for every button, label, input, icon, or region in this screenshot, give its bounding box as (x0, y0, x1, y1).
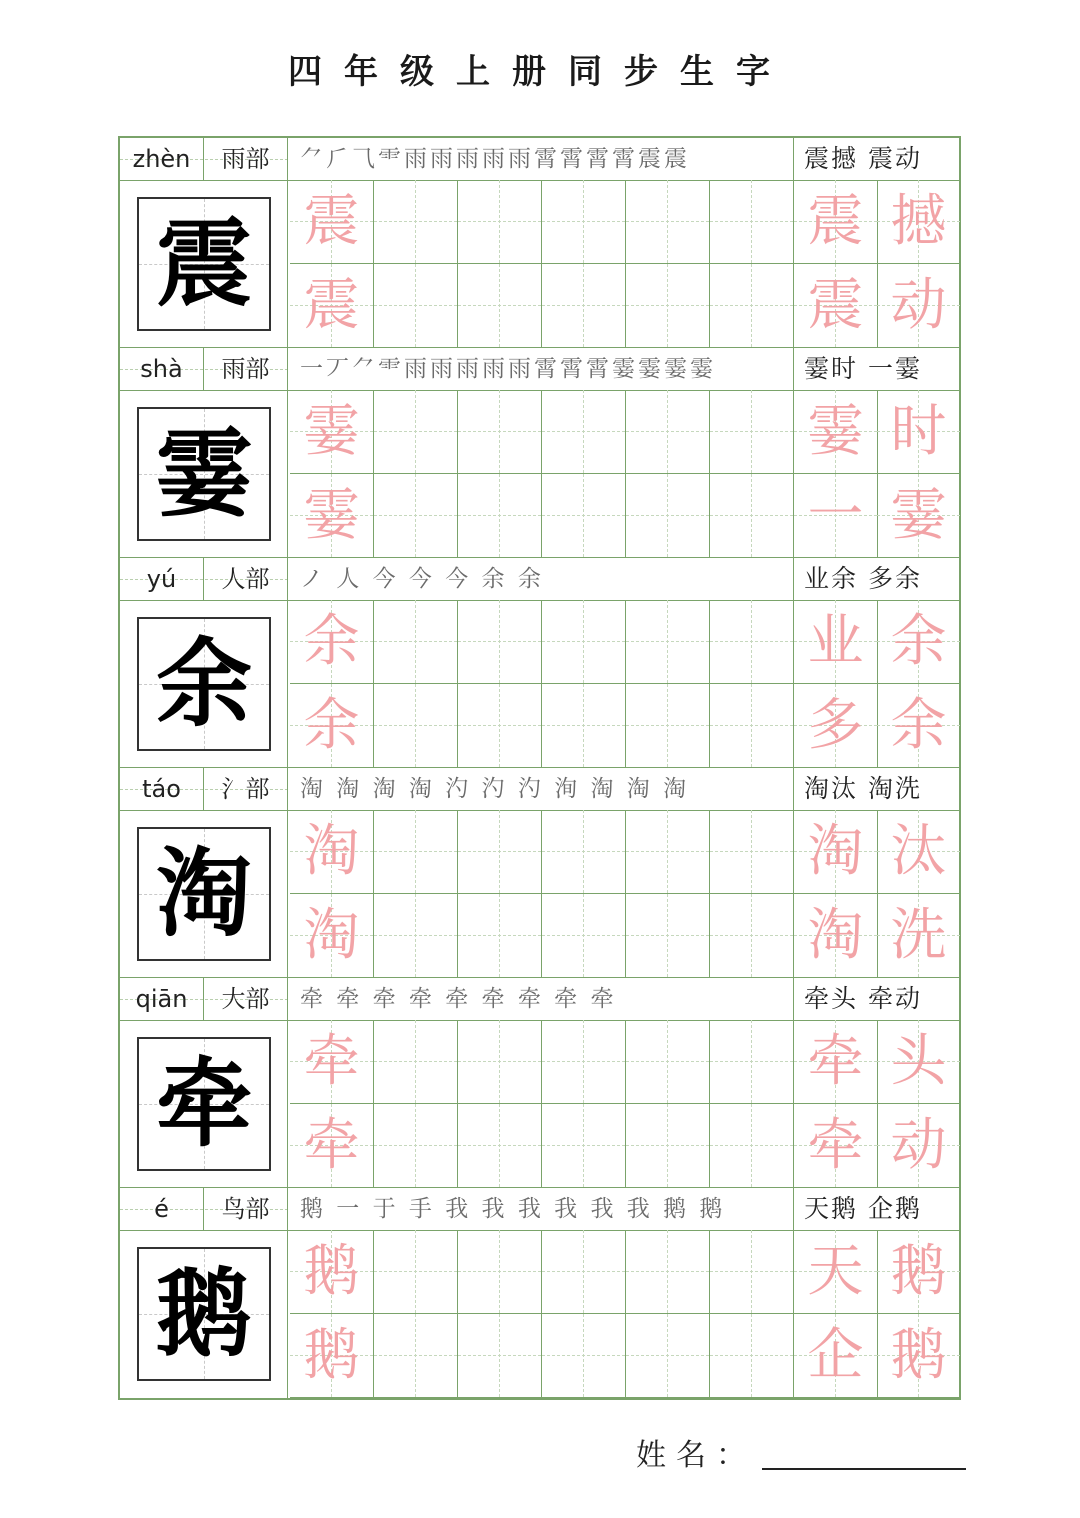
practice-cell[interactable] (626, 474, 710, 558)
model-character-cell (120, 600, 288, 768)
word-trace-character: 牵 (807, 1029, 864, 1094)
radical: 雨部 (204, 138, 288, 180)
practice-cell[interactable] (710, 1314, 794, 1398)
char-block (120, 558, 959, 768)
word-trace-cell[interactable] (877, 894, 961, 978)
word-trace-character: 霎 (890, 483, 947, 548)
practice-cell[interactable] (710, 1020, 794, 1104)
stroke-order: 牵 牵 牵 牵 牵 牵 牵 牵 牵 (290, 978, 794, 1020)
word-trace-cell[interactable] (877, 390, 961, 474)
char-block (120, 138, 959, 348)
word-trace-cell[interactable] (877, 1314, 961, 1398)
word-trace-character: 时 (890, 399, 947, 464)
word-trace-character: 动 (890, 1113, 947, 1178)
trace-character: 淘 (303, 819, 360, 884)
practice-cell[interactable] (542, 1230, 626, 1314)
practice-cell[interactable] (458, 180, 542, 264)
word-trace-character: 一 (807, 483, 864, 548)
word-trace-cell[interactable] (794, 684, 878, 768)
model-character: 牵 (156, 1047, 252, 1160)
char-header (120, 1188, 959, 1231)
practice-cell[interactable] (710, 894, 794, 978)
word-trace-cell[interactable] (794, 1020, 878, 1104)
word-trace-character: 企 (807, 1323, 864, 1388)
practice-grid (290, 1020, 794, 1188)
word-trace-cell[interactable] (794, 180, 878, 264)
model-character-cell (120, 1020, 288, 1188)
practice-grid (290, 180, 794, 348)
model-character-box (137, 827, 271, 961)
practice-cell[interactable] (626, 264, 710, 348)
model-character: 余 (156, 627, 252, 740)
practice-cell[interactable] (710, 474, 794, 558)
practice-sheet (118, 136, 961, 1400)
practice-cell[interactable] (542, 600, 626, 684)
word-trace-character: 余 (890, 693, 947, 758)
trace-cell[interactable] (290, 1314, 374, 1398)
word-trace-cell[interactable] (794, 264, 878, 348)
trace-character: 震 (303, 273, 360, 338)
trace-cell[interactable] (290, 684, 374, 768)
practice-grid (290, 390, 794, 558)
word-trace-character: 洗 (890, 903, 947, 968)
practice-cell[interactable] (710, 684, 794, 768)
practice-cell[interactable] (710, 390, 794, 474)
word-trace-cell[interactable] (794, 1314, 878, 1398)
trace-character: 霎 (303, 483, 360, 548)
practice-cell[interactable] (458, 474, 542, 558)
practice-cell[interactable] (542, 390, 626, 474)
word-trace-grid (794, 180, 959, 348)
trace-character: 牵 (303, 1029, 360, 1094)
practice-cell[interactable] (626, 600, 710, 684)
practice-cell[interactable] (542, 1104, 626, 1188)
trace-character: 震 (303, 189, 360, 254)
word-trace-cell[interactable] (794, 390, 878, 474)
word-trace-cell[interactable] (794, 600, 878, 684)
practice-cell[interactable] (710, 180, 794, 264)
practice-cell[interactable] (458, 264, 542, 348)
word-trace-grid (794, 810, 959, 978)
practice-cell[interactable] (374, 1104, 458, 1188)
word-trace-grid (794, 1020, 959, 1188)
practice-grid (290, 810, 794, 978)
model-character: 鹅 (156, 1257, 252, 1370)
word-trace-cell[interactable] (877, 180, 961, 264)
practice-cell[interactable] (458, 1020, 542, 1104)
stroke-order: 淘 淘 淘 淘 汋 汋 汋 洵 淘 淘 淘 (290, 768, 794, 810)
practice-cell[interactable] (542, 474, 626, 558)
pinyin: yú (120, 558, 204, 600)
practice-cell[interactable] (542, 894, 626, 978)
practice-cell[interactable] (374, 894, 458, 978)
model-character-box (137, 617, 271, 751)
word-trace-cell[interactable] (877, 474, 961, 558)
word-trace-cell[interactable] (877, 810, 961, 894)
word-trace-character: 撼 (890, 189, 947, 254)
trace-cell[interactable] (290, 264, 374, 348)
trace-cell[interactable] (290, 390, 374, 474)
trace-cell[interactable] (290, 474, 374, 558)
vocabulary-words: 天鹅 企鹅 (804, 1194, 922, 1223)
practice-grid (290, 600, 794, 768)
practice-cell[interactable] (374, 474, 458, 558)
practice-cell[interactable] (626, 390, 710, 474)
pinyin: qiān (120, 978, 204, 1020)
word-trace-character: 淘 (807, 903, 864, 968)
practice-cell[interactable] (374, 390, 458, 474)
practice-cell[interactable] (458, 1104, 542, 1188)
trace-character: 余 (303, 609, 360, 674)
word-trace-character: 余 (890, 609, 947, 674)
vocabulary-words: 业余 多余 (804, 564, 922, 593)
word-trace-cell[interactable] (794, 1230, 878, 1314)
practice-cell[interactable] (374, 264, 458, 348)
radical: 大部 (204, 978, 288, 1020)
radical: 雨部 (204, 348, 288, 390)
char-header (120, 978, 959, 1021)
practice-cell[interactable] (458, 684, 542, 768)
model-character-cell (120, 390, 288, 558)
model-character: 震 (156, 207, 252, 320)
name-blank-line[interactable] (762, 1468, 966, 1470)
practice-cell[interactable] (542, 684, 626, 768)
word-trace-character: 多 (807, 693, 864, 758)
pinyin: zhèn (120, 138, 204, 180)
practice-cell[interactable] (542, 1020, 626, 1104)
word-trace-cell[interactable] (794, 1104, 878, 1188)
practice-cell[interactable] (626, 1020, 710, 1104)
char-block (120, 768, 959, 978)
practice-cell[interactable] (458, 390, 542, 474)
practice-cell[interactable] (542, 264, 626, 348)
practice-cell[interactable] (626, 1230, 710, 1314)
practice-grid (290, 1230, 794, 1398)
stroke-order: ⺈⺁⺄⻗雨雨雨雨雨霄霄霄霄震震 (290, 138, 794, 180)
practice-cell[interactable] (626, 1314, 710, 1398)
char-block (120, 978, 959, 1188)
practice-cell[interactable] (710, 264, 794, 348)
practice-cell[interactable] (374, 1230, 458, 1314)
word-trace-cell[interactable] (877, 1104, 961, 1188)
model-character-cell (120, 180, 288, 348)
practice-cell[interactable] (710, 600, 794, 684)
trace-character: 霎 (303, 399, 360, 464)
word-trace-cell[interactable] (877, 684, 961, 768)
model-character-cell (120, 810, 288, 978)
trace-character: 淘 (303, 903, 360, 968)
word-trace-character: 震 (807, 273, 864, 338)
word-trace-character: 霎 (807, 399, 864, 464)
trace-cell[interactable] (290, 180, 374, 264)
pinyin: shà (120, 348, 204, 390)
practice-cell[interactable] (458, 894, 542, 978)
word-trace-character: 牵 (807, 1113, 864, 1178)
trace-cell[interactable] (290, 810, 374, 894)
trace-character: 鹅 (303, 1323, 360, 1388)
page-title: 四年级上册同步生字 (288, 52, 792, 92)
practice-cell[interactable] (542, 180, 626, 264)
vocabulary-words: 霎时 一霎 (804, 354, 922, 383)
word-trace-character: 淘 (807, 819, 864, 884)
vocabulary-words: 震撼 震动 (804, 144, 922, 173)
pinyin: é (120, 1188, 204, 1230)
practice-cell[interactable] (542, 1314, 626, 1398)
word-trace-grid (794, 390, 959, 558)
practice-cell[interactable] (626, 684, 710, 768)
word-trace-character: 天 (807, 1239, 864, 1304)
practice-cell[interactable] (374, 600, 458, 684)
model-character-box (137, 197, 271, 331)
word-trace-cell[interactable] (877, 1020, 961, 1104)
word-trace-character: 震 (807, 189, 864, 254)
word-trace-grid (794, 600, 959, 768)
radical: 氵部 (204, 768, 288, 810)
practice-cell[interactable] (626, 894, 710, 978)
trace-cell[interactable] (290, 1020, 374, 1104)
word-trace-cell[interactable] (794, 810, 878, 894)
model-character-cell (120, 1230, 288, 1398)
trace-character: 鹅 (303, 1239, 360, 1304)
char-block (120, 348, 959, 558)
word-trace-cell[interactable] (877, 264, 961, 348)
trace-cell[interactable] (290, 600, 374, 684)
vocabulary-words: 牵头 牵动 (804, 984, 922, 1013)
trace-cell[interactable] (290, 1104, 374, 1188)
practice-cell[interactable] (626, 180, 710, 264)
trace-character: 牵 (303, 1113, 360, 1178)
word-trace-cell[interactable] (877, 1230, 961, 1314)
word-trace-character: 动 (890, 273, 947, 338)
word-trace-character: 鹅 (890, 1239, 947, 1304)
practice-cell[interactable] (710, 810, 794, 894)
practice-cell[interactable] (374, 1314, 458, 1398)
trace-cell[interactable] (290, 894, 374, 978)
practice-cell[interactable] (710, 1230, 794, 1314)
word-trace-cell[interactable] (794, 474, 878, 558)
practice-cell[interactable] (458, 1230, 542, 1314)
practice-cell[interactable] (710, 1104, 794, 1188)
radical: 鸟部 (204, 1188, 288, 1230)
practice-cell[interactable] (458, 810, 542, 894)
practice-cell[interactable] (542, 810, 626, 894)
model-character-box (137, 1247, 271, 1381)
word-trace-cell[interactable] (794, 894, 878, 978)
pinyin: táo (120, 768, 204, 810)
word-trace-grid (794, 1230, 959, 1398)
practice-cell[interactable] (374, 684, 458, 768)
word-trace-character: 鹅 (890, 1323, 947, 1388)
practice-cell[interactable] (374, 180, 458, 264)
practice-cell[interactable] (626, 1104, 710, 1188)
practice-cell[interactable] (626, 810, 710, 894)
word-trace-cell[interactable] (877, 600, 961, 684)
trace-character: 余 (303, 693, 360, 758)
char-block (120, 1188, 959, 1398)
trace-cell[interactable] (290, 1230, 374, 1314)
char-header (120, 768, 959, 811)
stroke-order: ノ 人 今 今 今 余 余 (290, 558, 794, 600)
word-trace-character: 汰 (890, 819, 947, 884)
stroke-order: 一丆⺈⻗雨雨雨雨雨霄霄霄霎霎霎霎 (290, 348, 794, 390)
word-trace-character: 业 (807, 609, 864, 674)
char-header (120, 138, 959, 181)
practice-cell[interactable] (458, 600, 542, 684)
model-character-box (137, 1037, 271, 1171)
model-character: 霎 (156, 417, 252, 530)
name-label: 姓名： (636, 1438, 756, 1473)
radical: 人部 (204, 558, 288, 600)
model-character-box (137, 407, 271, 541)
practice-cell[interactable] (458, 1314, 542, 1398)
char-header (120, 348, 959, 391)
model-character: 淘 (156, 837, 252, 950)
practice-cell[interactable] (374, 1020, 458, 1104)
vocabulary-words: 淘汰 淘洗 (804, 774, 922, 803)
char-header (120, 558, 959, 601)
word-trace-character: 头 (890, 1029, 947, 1094)
practice-cell[interactable] (374, 810, 458, 894)
stroke-order: 鹅 一 于 手 我 我 我 我 我 我 鹅 鹅 (290, 1188, 794, 1230)
